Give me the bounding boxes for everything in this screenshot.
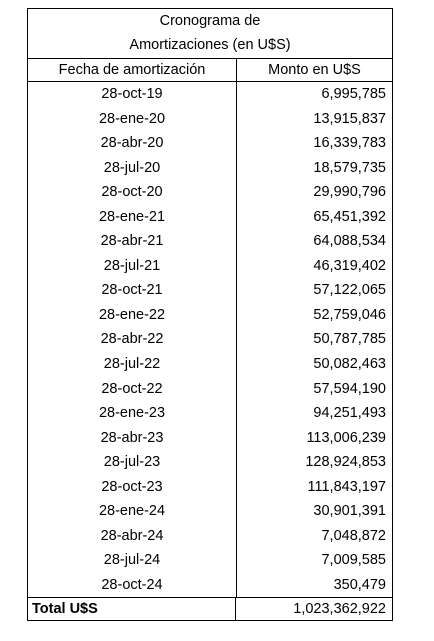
table-row (28, 254, 392, 279)
row-amount: 94,251,493 (313, 405, 386, 422)
row-date: 28-oct-19 (28, 82, 237, 107)
header-date: Fecha de amortización (28, 59, 237, 81)
table-header (28, 59, 392, 82)
row-date: 28-jul-23 (28, 450, 237, 475)
row-amount: 6,995,785 (321, 86, 386, 102)
row-amount: 64,088,534 (313, 233, 386, 250)
row-date: 28-oct-20 (28, 180, 237, 205)
table-title-line2: Amortizaciones (en U$S) (129, 37, 291, 53)
row-date: 28-jul-21 (28, 254, 237, 279)
table-row (28, 107, 392, 132)
table-row (28, 82, 392, 107)
table-row (28, 303, 392, 328)
table-row (28, 229, 392, 254)
table-row (28, 352, 392, 377)
table-row (28, 548, 392, 573)
table-title (28, 9, 392, 59)
row-amount: 57,594,190 (313, 380, 386, 397)
table-row (28, 131, 392, 156)
row-date: 28-jul-22 (28, 352, 237, 377)
table-row (28, 499, 392, 524)
row-amount: 50,082,463 (313, 356, 386, 373)
table-body (28, 82, 392, 597)
table-row (28, 475, 392, 500)
total-amount: 1,023,362,922 (293, 601, 386, 618)
row-amount: 65,451,392 (313, 208, 386, 225)
table-title-line1: Cronograma de (159, 13, 261, 29)
row-amount: 13,915,837 (313, 110, 386, 127)
row-amount: 18,579,735 (313, 159, 386, 176)
row-amount: 113,006,239 (306, 429, 386, 446)
row-amount: 30,901,391 (313, 503, 386, 520)
row-date: 28-ene-23 (28, 401, 237, 426)
row-amount: 16,339,783 (313, 135, 386, 152)
row-date: 28-abr-24 (28, 524, 237, 549)
table-row (28, 156, 392, 181)
row-amount: 46,319,402 (313, 257, 386, 274)
table-row (28, 377, 392, 402)
row-date: 28-abr-23 (28, 426, 237, 451)
row-date: 28-oct-21 (28, 278, 237, 303)
table-row (28, 401, 392, 426)
row-date: 28-abr-20 (28, 131, 237, 156)
row-date: 28-ene-22 (28, 303, 237, 328)
table-row (28, 180, 392, 205)
row-date: 28-jul-24 (28, 548, 237, 573)
total-row (28, 597, 392, 620)
row-date: 28-ene-21 (28, 205, 237, 230)
row-amount: 7,009,585 (321, 552, 386, 569)
row-date: 28-jul-20 (28, 156, 237, 181)
amortization-table (27, 8, 393, 621)
row-amount: 111,843,197 (307, 478, 386, 495)
row-date: 28-oct-22 (28, 377, 237, 402)
row-amount: 128,924,853 (305, 454, 386, 471)
row-date: 28-oct-23 (28, 475, 237, 500)
row-date: 28-oct-24 (28, 573, 237, 598)
table-row (28, 327, 392, 352)
row-date: 28-ene-20 (28, 107, 237, 132)
row-date: 28-abr-21 (28, 229, 237, 254)
table-row (28, 426, 392, 451)
row-amount: 52,759,046 (313, 306, 386, 323)
header-amount: Monto en U$S (268, 62, 361, 78)
table-row (28, 524, 392, 549)
row-date: 28-ene-24 (28, 499, 237, 524)
total-label: Total U$S (28, 598, 236, 620)
table-row (28, 278, 392, 303)
row-amount: 350,479 (333, 576, 386, 593)
table-row (28, 450, 392, 475)
row-amount: 29,990,796 (313, 184, 386, 201)
row-amount: 50,787,785 (313, 331, 386, 348)
table-row (28, 205, 392, 230)
row-amount: 57,122,065 (313, 282, 386, 299)
row-date: 28-abr-22 (28, 327, 237, 352)
row-amount: 7,048,872 (321, 527, 386, 544)
table-row (28, 573, 392, 598)
